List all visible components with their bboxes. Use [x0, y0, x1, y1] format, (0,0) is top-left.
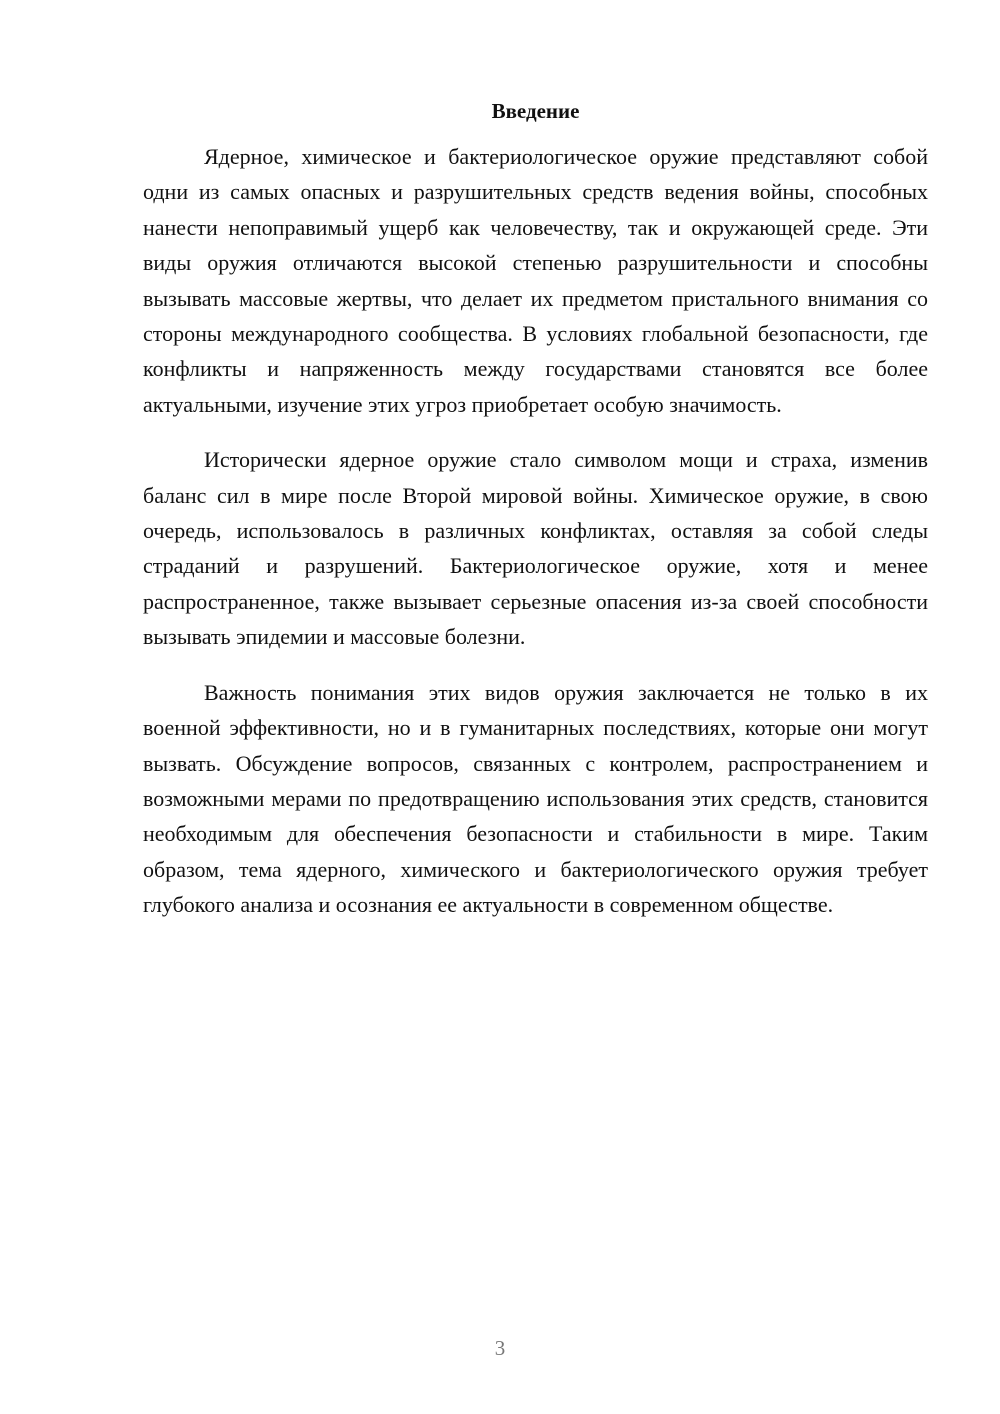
page-number: 3	[494, 1336, 506, 1360]
section-heading: Введение	[491, 99, 580, 123]
paragraph-2: Исторически ядерное оружие стало символом мощи и страха, изменив баланс сил в мире после Второй мировой войны. Химическое оружие, в свою очередь, использовалось в различных конфликтах, оставляя за собой следы страданий и разрушений. Бактериологическое оружие, хотя и менее распространенное, также вызывает серьезные опасения из-за своей способности вызывать эпидемии и массовые болезни.	[143, 447, 928, 650]
paragraph-3: Важность понимания этих видов оружия заключается не только в их военной эффективности, но и в гуманитарных последствиях, которые они могут вызвать. Обсуждение вопросов, связанных с контролем, распространением и возможными мерами по предотвращению использования этих средств, становится необходимым для обеспечения безопасности и стабильности в мире. Таким образом, тема ядерного, химического и бактериологического оружия требует глубокого анализа и осознания ее актуальности в современном обществе.	[143, 679, 928, 918]
page-content	[143, 95, 928, 943]
paragraph-1: Ядерное, химическое и бактериологическое оружие представляют собой одни из самых опасных и разрушительных средств ведения войны, способных нанести непоправимый ущерб как человечеству, так и окружающей среде. Эти виды оружия отличаются высокой степенью разрушительности и способны вызывать массовые жертвы, что делает их предметом пристального внимания со стороны международного сообщества. В условиях глобальной безопасности, где конфликты и напряженность между государствами становятся все более актуальными, изучение этих угроз приобретает особую значимость.	[143, 144, 928, 417]
